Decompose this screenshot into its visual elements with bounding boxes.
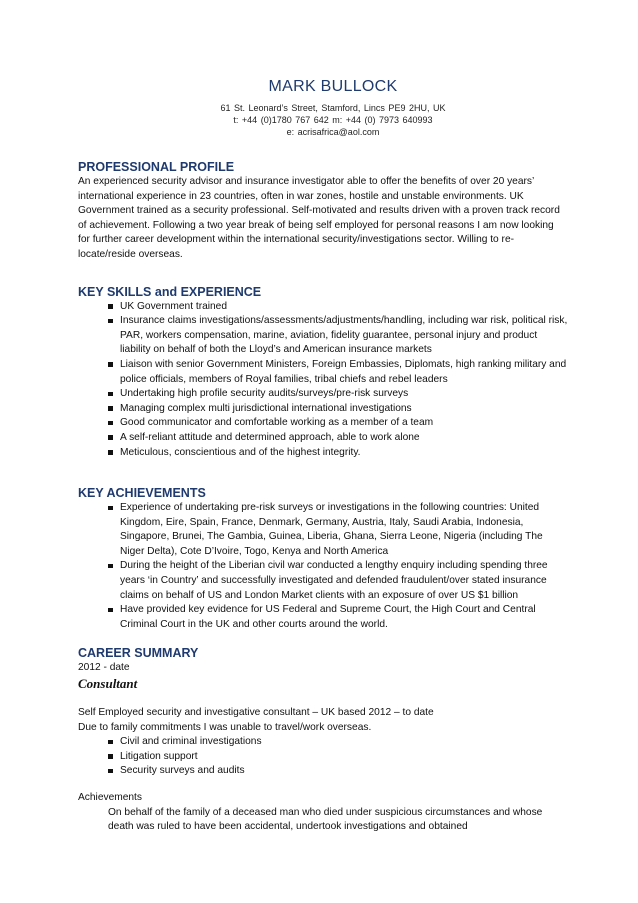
- career-achievements-text: On behalf of the family of a deceased man who died under suspicious circumstances and whose death was ruled to have been accidental, undertook investigations and obtained: [108, 806, 543, 833]
- career-achievements-label: Achievements: [78, 792, 142, 803]
- profile-text: An experienced security advisor and insurance investigator able to offer the benefits of over 20 years’ international experience in 23 countries, often in war zones, hostile and unstable environments. UK Government trained as a security professional. Self-motivated and results driven with a proven track record of achievement. Following a two year break of being self employed for personal reasons I am now looking for further career development within the international security/investigations sector. Willing to re-locate/reside overseas.: [78, 176, 560, 260]
- list-item: Liaison with senior Government Ministers, Foreign Embassies, Diplomats, high ranking military and police officials, members of Royal families, tribal chiefs and rebel leaders: [108, 358, 568, 387]
- achievements-list: [78, 501, 568, 632]
- list-item: Litigation support: [108, 750, 568, 765]
- list-item: Experience of undertaking pre-risk surveys or investigations in the following countries: United Kingdom, Eire, Spain, France, Denmark, Germany, Austria, Italy, Saudi Arabia, Indonesia, Singapore, Brunei, The Gambia, Guinea, Liberia, Ghana, Sierra Leone, Nigeria (including The Niger Delta), Cote D’Ivoire, Togo, Kenya and North America: [108, 501, 568, 559]
- address: 61 St. Leonard’s Street, Stamford, Lincs PE9 2HU, UK: [220, 103, 446, 113]
- skills-title: KEY SKILLS and EXPERIENCE: [78, 284, 262, 299]
- career-period: 2012 - date: [78, 662, 130, 674]
- list-item: Undertaking high profile security audits/surveys/pre-risk surveys: [108, 387, 568, 402]
- list-item: A self-reliant attitude and determined approach, able to work alone: [108, 431, 568, 446]
- resume-header: [98, 78, 568, 138]
- list-item: Good communicator and comfortable working as a member of a team: [108, 416, 568, 431]
- list-item: Managing complex multi jurisdictional international investigations: [108, 402, 568, 417]
- list-item: Security surveys and audits: [108, 764, 568, 779]
- achievements-title: KEY ACHIEVEMENTS: [78, 486, 206, 501]
- list-item: During the height of the Liberian civil war conducted a lengthy enquiry including spending three years ‘in Country’ and successfully investigated and defended fraudulent/over stated insurance claims on behalf of US and London Market clients with an exposure of over US $1 billion: [108, 559, 568, 603]
- phone-numbers: t: +44 (0)1780 767 642 m: +44 (0) 7973 640993: [233, 115, 433, 125]
- list-item: Civil and criminal investigations: [108, 735, 568, 750]
- list-item: Have provided key evidence for US Federal and Supreme Court, the High Court and Central Criminal Court in the UK and other courts around the world.: [108, 603, 568, 632]
- profile-title: PROFESSIONAL PROFILE: [78, 160, 235, 174]
- list-item: Insurance claims investigations/assessments/adjustments/handling, including war risk, political risk, PAR, workers compensation, marine, aviation, fidelity guarantee, personal injury and product liability on behalf of both the Lloyd’s and American insurance markets: [108, 314, 568, 358]
- candidate-name: MARK BULLOCK: [268, 78, 398, 95]
- list-item: Meticulous, conscientious and of the highest integrity.: [108, 446, 568, 461]
- career-role: Consultant: [78, 676, 138, 692]
- career-duties-list: [78, 735, 568, 779]
- career-title: CAREER SUMMARY: [78, 646, 199, 661]
- career-line-1: Self Employed security and investigative consultant – UK based 2012 – to date: [78, 707, 434, 719]
- career-line-2: Due to family commitments I was unable to travel/work overseas.: [78, 721, 372, 733]
- list-item: UK Government trained: [108, 300, 568, 315]
- skills-list: [78, 300, 568, 461]
- email: e: acrisafrica@aol.com: [286, 127, 380, 137]
